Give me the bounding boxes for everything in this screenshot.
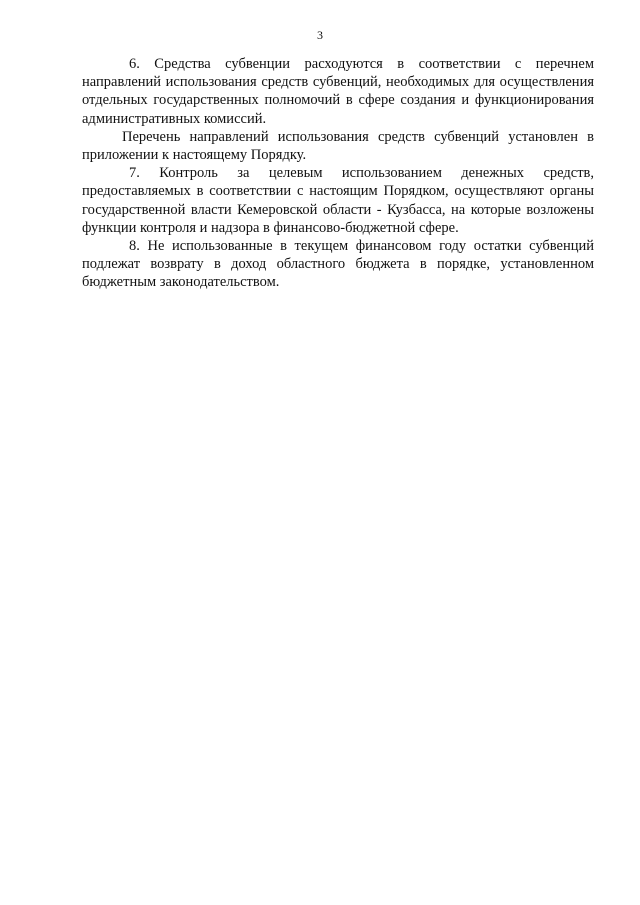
paragraph-6: 6. Средства субвенции расходуются в соответствии с перечнем направлений использования средств субвенций, необходимых для осуществления отдельных государственных полномочий в сфере создания и функционирования административных комиссий. [82,56,594,127]
paragraph-7: 7. Контроль за целевым использованием денежных средств, предоставляемых в соответствии с настоящим Порядком, осуществляют органы государственной власти Кемеровской области - Кузбасса, на которые возложены функции контроля и надзора в финансово-бюджетной сфере. [82,165,594,236]
page-number: 3 [317,28,323,42]
document-body [82,55,594,292]
paragraph-6-continuation: Перечень направлений использования средств субвенций установлен в приложении к настоящему Порядку. [82,128,594,164]
paragraph-8: 8. Не использованные в текущем финансовом году остатки субвенций подлежат возврату в доход областного бюджета в порядке, установленном бюджетным законодательством. [82,238,594,291]
